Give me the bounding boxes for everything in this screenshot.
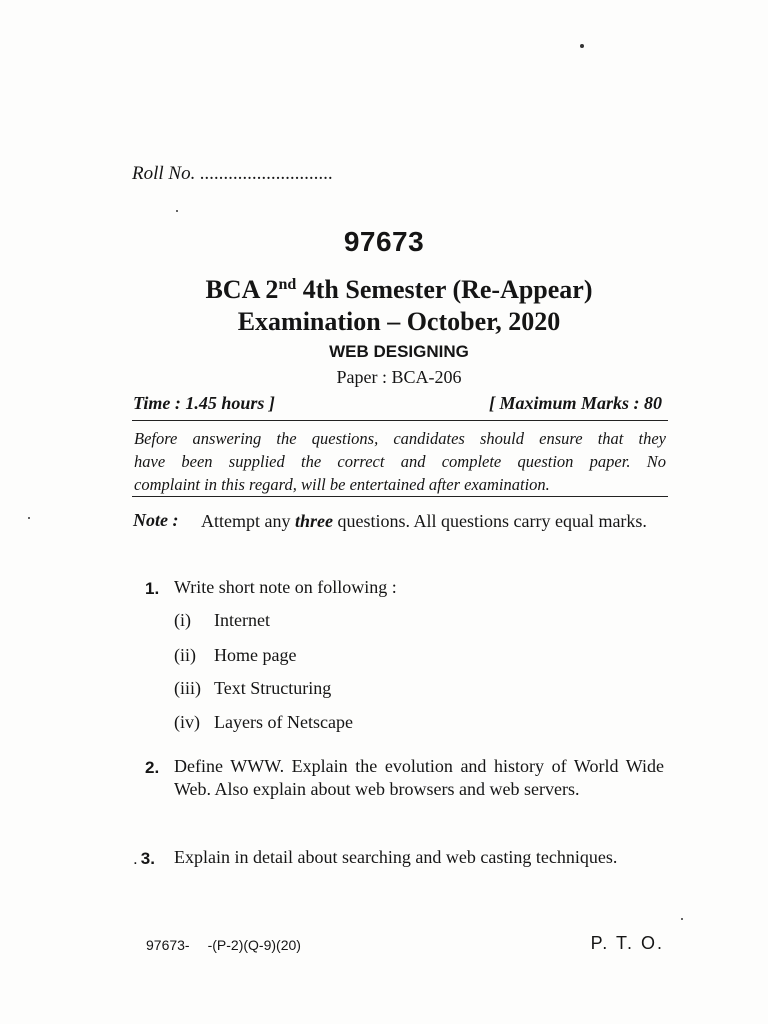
question-text: Write short note on following : bbox=[174, 577, 397, 597]
subpart-label: (ii) bbox=[174, 645, 196, 665]
footer-pages-info: -(P-2)(Q-9)(20) bbox=[207, 937, 301, 953]
question-subpart bbox=[174, 678, 331, 699]
scan-speck bbox=[681, 918, 683, 920]
scan-speck bbox=[28, 517, 30, 519]
scan-speck bbox=[176, 210, 178, 212]
question-number: 1. bbox=[145, 579, 160, 598]
exam-session: Examination – October, 2020 bbox=[237, 307, 561, 336]
instruction-line: Before answering the questions, candidates should ensure that they bbox=[134, 429, 666, 448]
question-subpart bbox=[174, 610, 270, 631]
instruction-line: have been supplied the correct and complete question paper. No bbox=[134, 452, 666, 471]
subpart-label: (i) bbox=[174, 610, 191, 630]
course-suffix: 4th Semester (Re-Appear) bbox=[296, 275, 593, 304]
roll-number-field: Roll No. ............................ bbox=[132, 163, 334, 184]
question-subpart bbox=[174, 712, 353, 733]
time-allowed: Time : 1.45 hours ] bbox=[133, 393, 275, 413]
scan-speck bbox=[580, 44, 584, 48]
paper-code-line: Paper : BCA-206 bbox=[336, 367, 462, 387]
subpart-label: (iii) bbox=[174, 678, 201, 698]
please-turn-over: P. T. O. bbox=[590, 933, 664, 953]
footer-paper-code: 97673- bbox=[146, 937, 190, 953]
question-number: 2. bbox=[145, 758, 160, 777]
course-title bbox=[0, 275, 768, 305]
subpart-label: (iv) bbox=[174, 712, 200, 732]
question-number bbox=[133, 849, 155, 869]
subpart-text: Internet bbox=[214, 610, 270, 630]
subpart-text: Layers of Netscape bbox=[214, 712, 353, 732]
note-label: Note : bbox=[133, 510, 179, 530]
subpart-text: Home page bbox=[214, 645, 297, 665]
divider-top bbox=[132, 420, 668, 421]
candidate-instructions bbox=[134, 427, 666, 496]
course-superscript: nd bbox=[278, 276, 297, 293]
subject-title: WEB DESIGNING bbox=[329, 342, 469, 361]
note-text-before: Attempt any bbox=[201, 511, 295, 531]
note-emphasis: three bbox=[294, 511, 333, 531]
maximum-marks: [ Maximum Marks : 80 bbox=[488, 393, 662, 413]
instruction-line: complaint in this regard, will be entertained after examination. bbox=[134, 475, 550, 494]
note-text bbox=[201, 509, 666, 534]
question-subpart bbox=[174, 645, 296, 666]
question-text: Define WWW. Explain the evolution and history of World Wide Web. Also explain about web browsers and web servers. bbox=[174, 756, 664, 799]
note-text-after: questions. All questions carry equal marks. bbox=[332, 511, 647, 531]
subpart-text: Text Structuring bbox=[214, 678, 332, 698]
paper-code: 97673 bbox=[343, 226, 425, 257]
divider-bottom bbox=[132, 496, 668, 497]
question-text: Explain in detail about searching and web casting techniques. bbox=[174, 847, 618, 867]
footer-code bbox=[146, 937, 301, 953]
stray-mark: . bbox=[133, 849, 138, 868]
course-prefix: BCA 2 bbox=[205, 275, 279, 304]
question-number-value: 3. bbox=[140, 849, 155, 868]
